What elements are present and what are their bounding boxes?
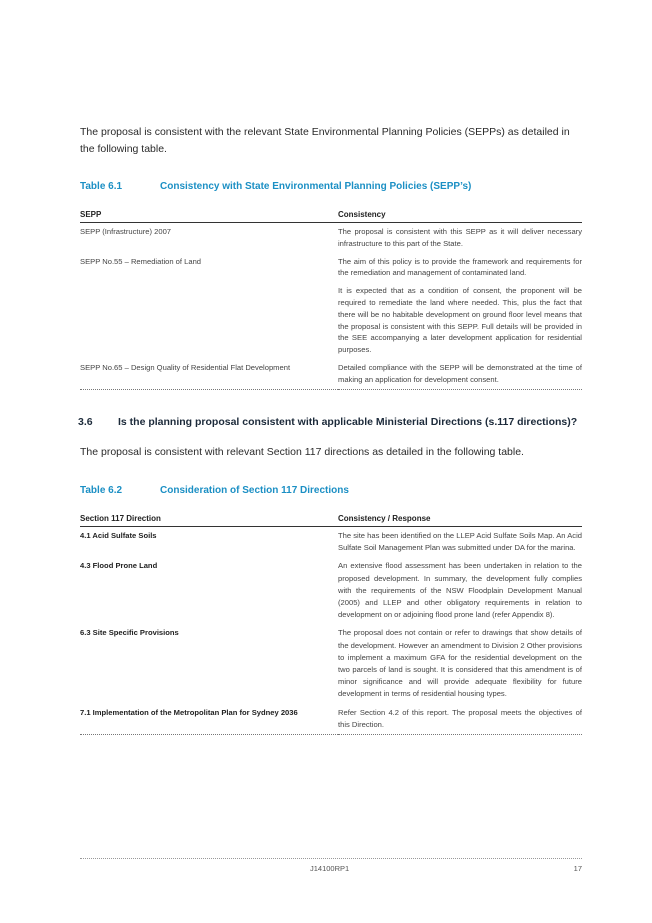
table-cell: 6.3 Site Specific Provisions: [80, 628, 179, 638]
table-cell: 4.1 Acid Sulfate Soils: [80, 531, 157, 540]
page-number: 17: [573, 864, 582, 873]
table-cell: The proposal is consistent with this SEPP as it will deliver necessary infrastructure to this part of the State.: [338, 227, 582, 248]
caption-number: Table 6.2: [80, 485, 123, 496]
column-header: Section 117 Direction: [80, 514, 338, 527]
table-row: [80, 557, 582, 624]
table-cell: It is expected that as a condition of consent, the proponent will be required to remediate the land where needed. This, plus the fact that there will be no habitable development on ground floor level means that the proposal is consistent with this SEPP. Full details will be provided in the SEE accompanying a later development application for residential purposes.: [338, 286, 582, 355]
footer-reference: J14100RP1: [310, 864, 350, 873]
table-row: [80, 624, 582, 703]
column-header: SEPP: [80, 210, 338, 223]
column-header: Consistency / Response: [338, 514, 582, 527]
caption-title: Consistency with State Environmental Planning Policies (SEPP’s): [160, 181, 472, 192]
sepp-consistency-table: [80, 210, 582, 390]
intro-paragraph: The proposal is consistent with the relevant State Environmental Planning Policies (SEPPs) as detailed in the following table.: [80, 126, 570, 155]
footer-divider: [80, 858, 582, 859]
table-cell: Refer Section 4.2 of this report. The proposal meets the objectives of this Direction.: [338, 704, 582, 735]
section-heading: [78, 416, 598, 428]
column-header: Consistency: [338, 210, 582, 223]
table-cell: [80, 282, 338, 359]
section-title: Is the planning proposal consistent with applicable Ministerial Directions (s.117 directions)?: [118, 416, 578, 428]
table-cell: 7.1 Implementation of the Metropolitan Plan for Sydney 2036: [80, 704, 338, 735]
section-number: 3.6: [78, 416, 93, 428]
table-row: [80, 704, 582, 735]
table-row: [80, 359, 582, 389]
caption-title: Consideration of Section 117 Directions: [160, 485, 349, 496]
table-cell: The aim of this policy is to provide the framework and requirements for the remediation and management of contaminated land.: [338, 256, 582, 278]
table-cell: An extensive flood assessment has been undertaken in relation to the proposed development. In summary, the development fully complies with the requirements of the NSW Floodplain Development Manual (2005) and LLEP and other obligatory requirements in relation to development on or adjoining flood prone land (refer Appendix 8).: [338, 561, 582, 620]
table-cell: The proposal does not contain or refer to drawings that show details of the development. However an amendment to Division 2 Other provisions to implement a maximum GFA for the residential development on the two parcels of land is sought. It is considered that this amendment is of minor significance and will provide adequate flexibility for future development in terms of residential housing types.: [338, 628, 582, 699]
table-cell: SEPP No.65 – Design Quality of Residential Flat Development: [80, 359, 338, 389]
table-6-2-caption: [80, 485, 349, 496]
table-row: [80, 253, 582, 283]
table-row: [80, 527, 582, 558]
table-row: [80, 223, 582, 253]
table-cell: The site has been identified on the LLEP Acid Sulfate Soils Map. An Acid Sulfate Soil Management Plan was submitted under DA for the marina.: [338, 531, 582, 553]
section-117-directions-table: [80, 514, 582, 735]
table-cell: SEPP No.55 – Remediation of Land: [80, 256, 202, 266]
table-cell: Detailed compliance with the SEPP will be demonstrated at the time of making an application for development consent.: [338, 359, 582, 389]
table-cell: SEPP (Infrastructure) 2007: [80, 227, 172, 236]
table-6-1-caption: [80, 181, 471, 192]
caption-number: Table 6.1: [80, 181, 123, 192]
table-row: [80, 282, 582, 359]
intro-paragraph-2: The proposal is consistent with relevant Section 117 directions as detailed in the following table.: [80, 446, 524, 458]
table-cell: 4.3 Flood Prone Land: [80, 561, 158, 571]
